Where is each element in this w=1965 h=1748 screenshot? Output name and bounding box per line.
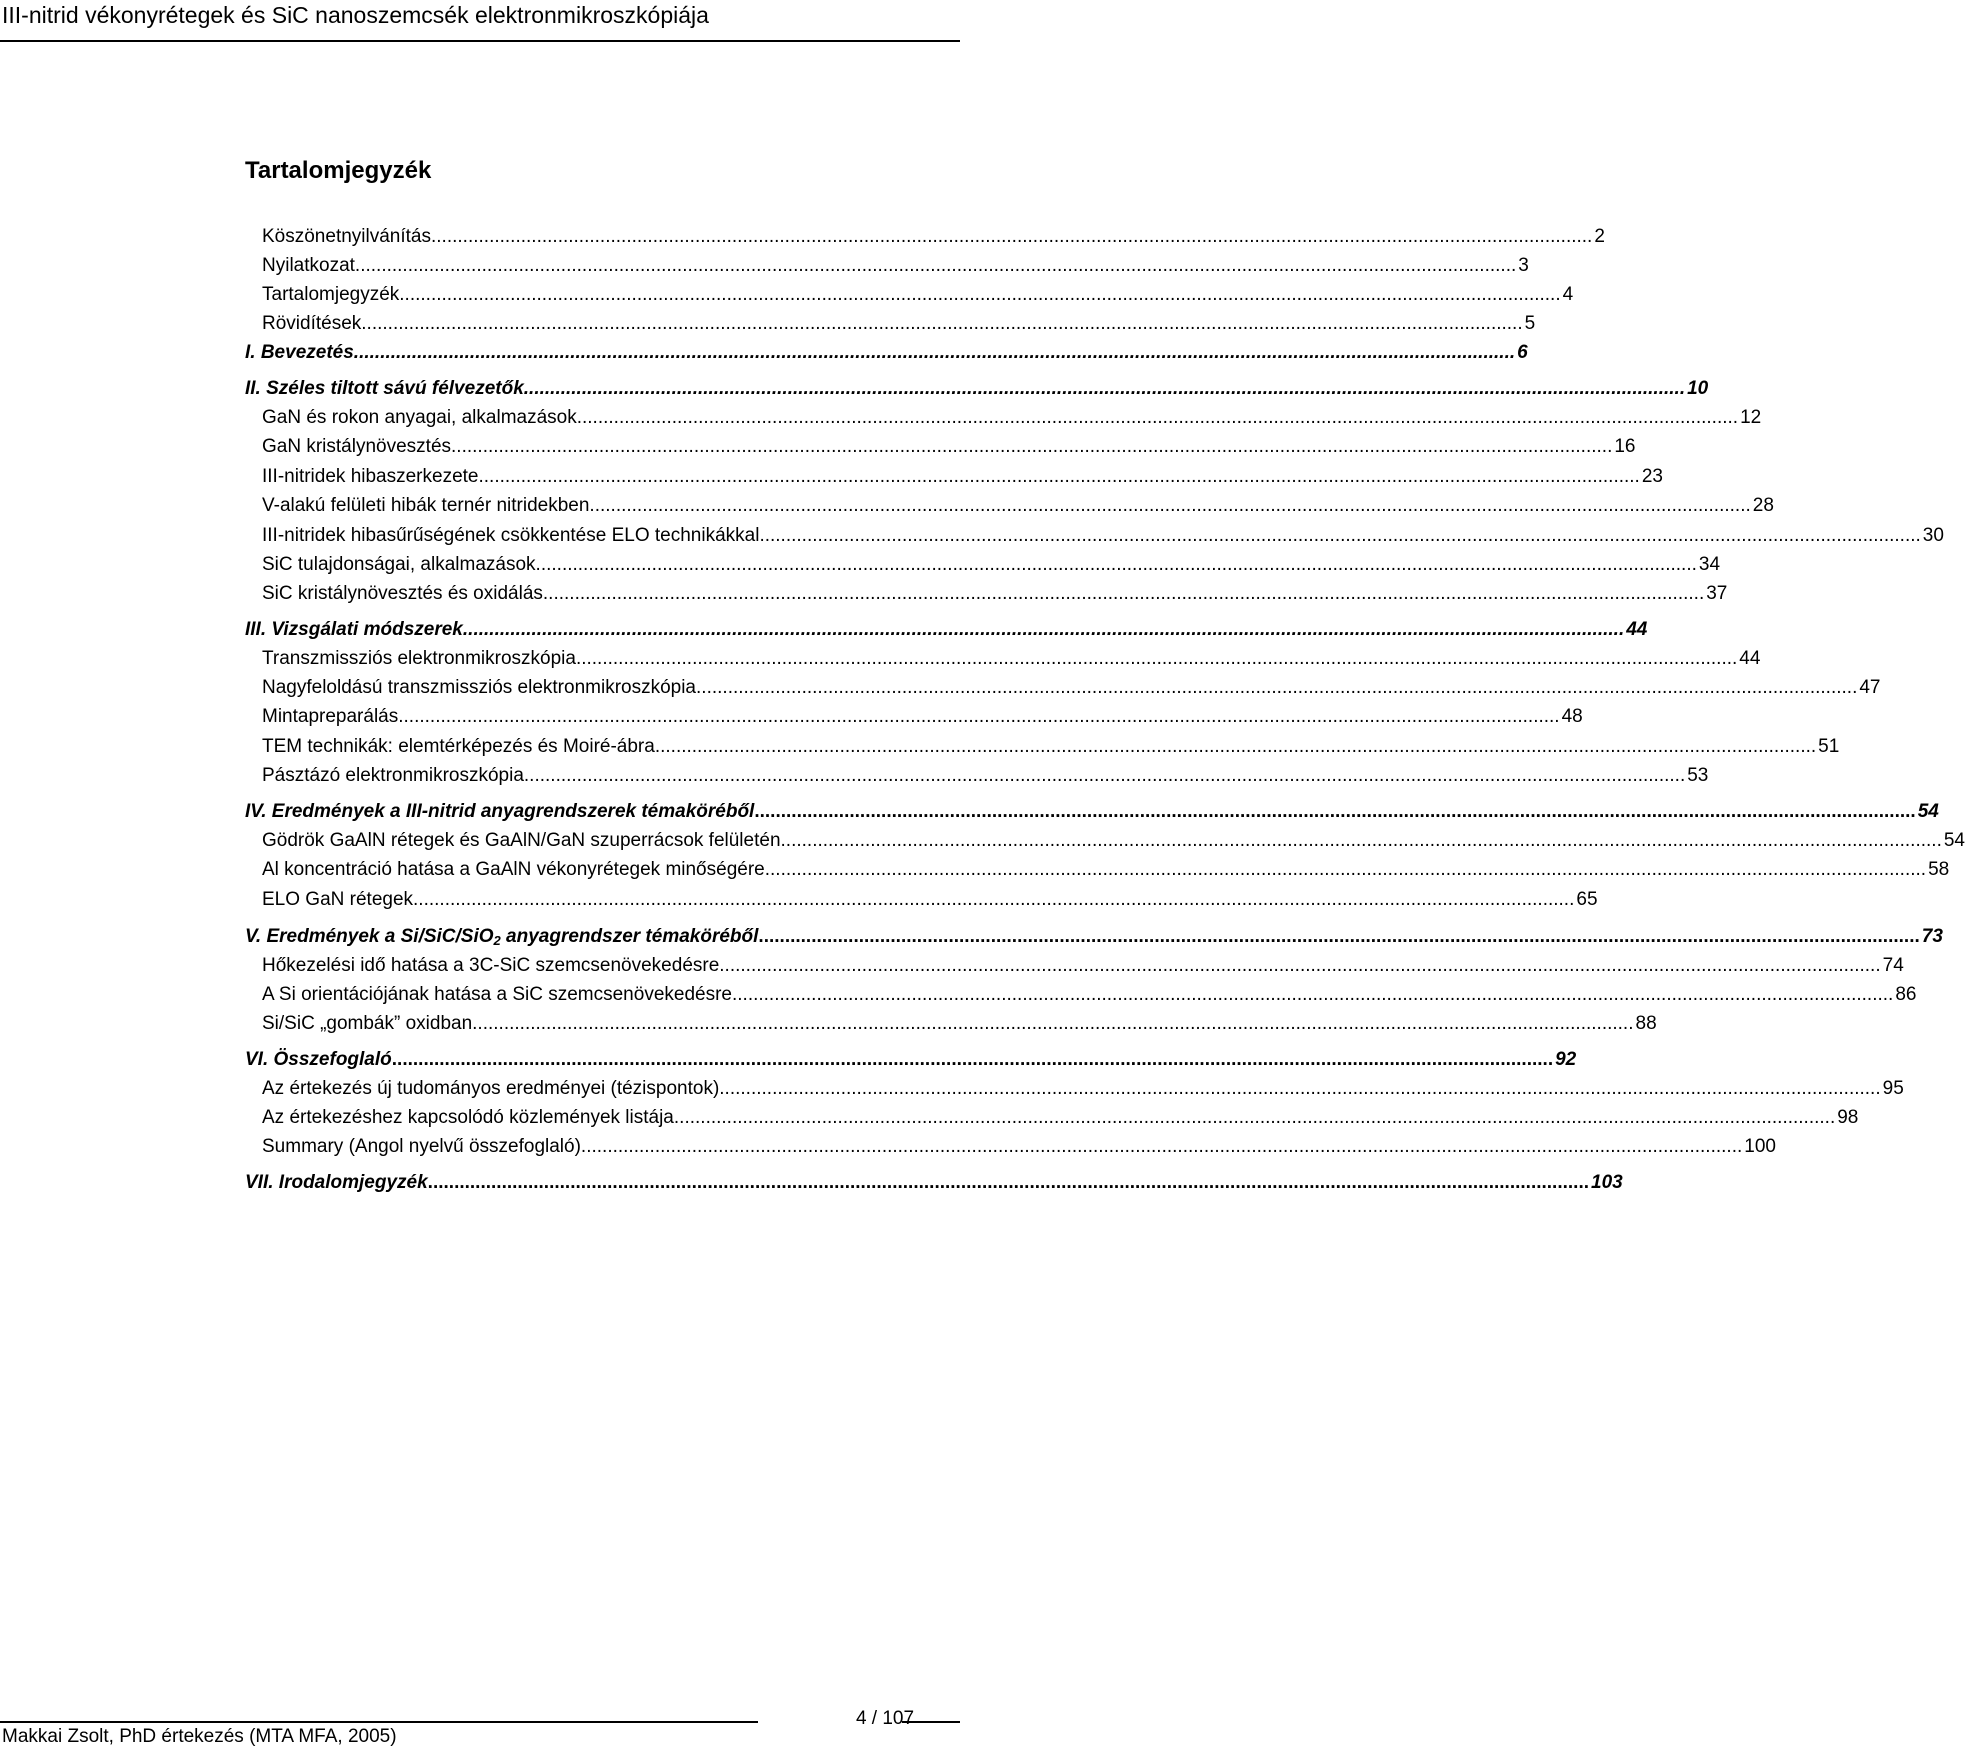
toc-entry-title: Gödrök GaAlN rétegek és GaAlN/GaN szuperrácsok felületén [262,830,781,851]
toc-entry-page: 54 [1943,830,1965,851]
toc-entry-page: 65 [1576,889,1598,910]
toc-entry-page: 73 [1921,926,1943,947]
toc-leader-dots: ............................................................................................................................................................................................................................ [478,466,1640,487]
toc-entry[interactable] [262,553,1721,577]
toc-entry[interactable] [245,341,1528,365]
toc-entry[interactable] [262,494,1774,518]
toc-entry-page: 16 [1614,436,1636,457]
toc-entry[interactable] [262,1135,1776,1159]
toc-leader-dots: ............................................................................................................................................................................................................................ [391,1049,1554,1070]
page-header [0,0,960,46]
toc-entry-title: Pásztázó elektronmikroszkópia [262,765,524,786]
toc-entry-page: 34 [1698,554,1721,575]
toc-entry-title: III. Vizsgálati módszerek [245,619,463,640]
toc-entry-title: I. Bevezetés [245,342,354,363]
toc-entry-page: 74 [1882,955,1904,976]
toc-entry[interactable] [245,925,1943,953]
toc-entry-page: 95 [1882,1078,1904,1099]
toc-entry-title: Nyilatkozat [262,255,355,276]
toc-leader-dots: ............................................................................................................................................................................................................................ [696,677,1858,698]
toc-leader-dots: ............................................................................................................................................................................................................................ [523,765,1686,786]
toc-entry-page: 88 [1635,1013,1657,1034]
toc-entry[interactable] [262,435,1636,459]
toc-entry-page: 47 [1859,677,1881,698]
toc-leader-dots: ............................................................................................................................................................................................................................ [758,926,1920,947]
toc-entry-title: Si/SiC „gombák” oxidban [262,1013,473,1034]
toc-leader-dots: ............................................................................................................................................................................................................................ [542,583,1705,604]
toc-entry-page: 44 [1626,619,1648,640]
toc-entry[interactable] [262,1077,1904,1101]
toc-entry[interactable] [245,1048,1577,1072]
toc-leader-dots: ............................................................................................................................................................................................................................ [353,342,1516,363]
header-title: III-nitrid vékonyrétegek és SiC nanoszemcsék elektronmikroszkópiája [2,2,709,28]
toc-entry-page: 51 [1818,736,1840,757]
toc-entry-page: 103 [1591,1172,1623,1193]
toc-entry-title: GaN kristálynövesztés [262,436,452,457]
toc-entry-title: III-nitridek hibasűrűségének csökkentése ELO technikákkal [262,525,760,546]
toc-entry-title: IV. Eredmények a III-nitrid anyagrendszerek témaköréből [245,801,755,822]
toc-leader-dots: ............................................................................................................................................................................................................................ [462,619,1625,640]
toc-entry-title: SiC tulajdonságai, alkalmazások [262,554,536,575]
toc-entry[interactable] [262,705,1583,729]
toc-entry-page: 86 [1895,984,1917,1005]
toc-entry-page: 2 [1594,226,1605,247]
toc-entry-title: GaN és rokon anyagai, alkalmazások [262,407,577,428]
toc-entry-page: 53 [1687,765,1709,786]
toc-entry-page: 10 [1687,378,1709,399]
toc-entry[interactable] [262,1106,1859,1130]
footer-page-number: 4 / 107 [855,1708,915,1729]
toc-leader-dots: ............................................................................................................................................................................................................................ [754,801,1916,822]
toc-entry-title: Mintapreparálás [262,706,399,727]
toc-entry-title: Nagyfeloldású transzmissziós elektronmikroszkópia [262,677,697,698]
toc-entry-page: 28 [1752,495,1774,516]
toc-entry[interactable] [262,524,1944,548]
toc-entry-subscript: 2 [493,933,501,948]
toc-leader-dots: ............................................................................................................................................................................................................................ [719,1078,1881,1099]
toc-title: Tartalomjegyzék [245,157,432,184]
toc-leader-dots: ............................................................................................................................................................................................................................ [580,1136,1743,1157]
toc-leader-dots: ............................................................................................................................................................................................................................ [535,554,1697,575]
header-rule [0,40,960,42]
toc-entry-page: 12 [1740,407,1762,428]
toc-leader-dots: ............................................................................................................................................................................................................................ [413,889,1575,910]
toc-entry-title: Köszönetnyilvánítás [262,226,431,247]
toc-entry-title: Tartalomjegyzék [262,284,400,305]
toc-entry[interactable] [262,582,1728,606]
toc-entry[interactable] [262,888,1598,912]
toc-entry-title: II. Széles tiltott sávú félvezetők [245,378,524,399]
toc-leader-dots: ............................................................................................................................................................................................................................ [719,955,1881,976]
toc-entry-title: Summary (Angol nyelvű összefoglaló) [262,1136,581,1157]
toc-entry-title: SiC kristálynövesztés és oxidálás [262,583,543,604]
toc-leader-dots: ............................................................................................................................................................................................................................ [780,830,1942,851]
toc-entry-title: Transzmissziós elektronmikroszkópia [262,648,576,669]
toc-leader-dots: ............................................................................................................................................................................................................................ [654,736,1817,757]
toc-entry[interactable] [262,954,1904,978]
toc-entry[interactable] [262,735,1840,759]
toc-leader-dots: ............................................................................................................................................................................................................................ [451,436,1613,457]
toc-entry[interactable] [262,283,1574,307]
toc-entry[interactable] [262,647,1761,671]
toc-entry-page: 44 [1739,648,1761,669]
toc-leader-dots: ............................................................................................................................................................................................................................ [523,378,1686,399]
toc-entry-title: Rövidítések [262,313,362,334]
toc-entry-title: V-alakú felületi hibák ternér nitridekben [262,495,590,516]
toc-entry-title: III-nitridek hibaszerkezete [262,466,479,487]
toc-entry-page: 5 [1524,313,1536,334]
toc-entry[interactable] [262,406,1762,430]
toc-entry-page: 30 [1922,525,1944,546]
toc-entry-page: 4 [1562,284,1574,305]
toc-entry-page: 48 [1561,706,1583,727]
toc-entry[interactable] [245,1171,1623,1195]
toc-entry[interactable] [262,1012,1657,1036]
toc-leader-dots: ............................................................................................................................................................................................................................ [472,1013,1634,1034]
toc-leader-dots: ............................................................................................................................................................................................................................ [759,525,1921,546]
toc-entry[interactable] [245,377,1709,401]
toc-entry-title: V. Eredmények a Si/SiC/SiO$_2$ anyagrendszer témaköréből [245,926,759,948]
toc-entry[interactable] [262,312,1536,336]
toc-entry[interactable] [262,676,1881,700]
toc-entry-page: 3 [1518,255,1529,276]
toc-entry-page: 54 [1917,801,1939,822]
toc-entry-title: A Si orientációjának hatása a SiC szemcsenövekedésre [262,984,732,1005]
toc-entry-title: ELO GaN rétegek [262,889,414,910]
toc-entry-title: TEM technikák: elemtérképezés és Moiré-ábra [262,736,655,757]
footer-author: Makkai Zsolt, PhD értekezés (MTA MFA, 2005) [2,1726,397,1747]
toc-entry[interactable] [262,764,1709,788]
toc-leader-dots: ............................................................................................................................................................................................................................ [427,1172,1590,1193]
toc-leader-dots: ............................................................................................................................................................................................................................ [398,706,1560,727]
toc-leader-dots: ............................................................................................................................................................................................................................ [575,648,1738,669]
toc-entry-page: 92 [1555,1049,1577,1070]
toc-entry-page: 6 [1517,342,1528,363]
toc-entry-title: Hőkezelési idő hatása a 3C-SiC szemcsenövekedésre [262,955,720,976]
toc-entry[interactable] [262,829,1965,853]
toc-entry-title-rest: anyagrendszer témaköréből [500,926,759,947]
toc-entry[interactable] [262,465,1663,489]
toc-entry-title: Az értekezéshez kapcsolódó közlemények listája [262,1107,674,1128]
toc-entry-title: VI. Összefoglaló [245,1049,392,1070]
toc-entry-page: 23 [1641,466,1663,487]
footer-rule-left [0,1721,758,1723]
toc-entry-page: 37 [1706,583,1728,604]
toc-entry[interactable] [262,254,1529,278]
toc-leader-dots: ............................................................................................................................................................................................................................ [673,1107,1836,1128]
toc-leader-dots: ............................................................................................................................................................................................................................ [731,984,1894,1005]
toc-leader-dots: ............................................................................................................................................................................................................................ [764,859,1927,880]
toc-entry[interactable] [245,800,1939,824]
toc-leader-dots: ............................................................................................................................................................................................................................ [399,284,1561,305]
toc-leader-dots: ............................................................................................................................................................................................................................ [354,255,1517,276]
toc-entry-page: 100 [1744,1136,1776,1157]
toc-leader-dots: ............................................................................................................................................................................................................................ [361,313,1523,334]
toc-entry[interactable] [262,858,1950,882]
toc-entry-page: 58 [1928,859,1950,880]
toc-entry[interactable] [245,618,1648,642]
toc-leader-dots: ............................................................................................................................................................................................................................ [431,226,1593,247]
toc-entry-title: Al koncentráció hatása a GaAlN vékonyrétegek minőségére [262,859,765,880]
toc-leader-dots: ............................................................................................................................................................................................................................ [576,407,1739,428]
toc-entry[interactable] [262,225,1605,249]
toc-entry-page: 98 [1837,1107,1859,1128]
toc-leader-dots: ............................................................................................................................................................................................................................ [589,495,1751,516]
toc-entry-title: Az értekezés új tudományos eredményei (tézispontok) [262,1078,720,1099]
toc-entry-title: VII. Irodalomjegyzék [245,1172,428,1193]
toc-entry[interactable] [262,983,1917,1007]
